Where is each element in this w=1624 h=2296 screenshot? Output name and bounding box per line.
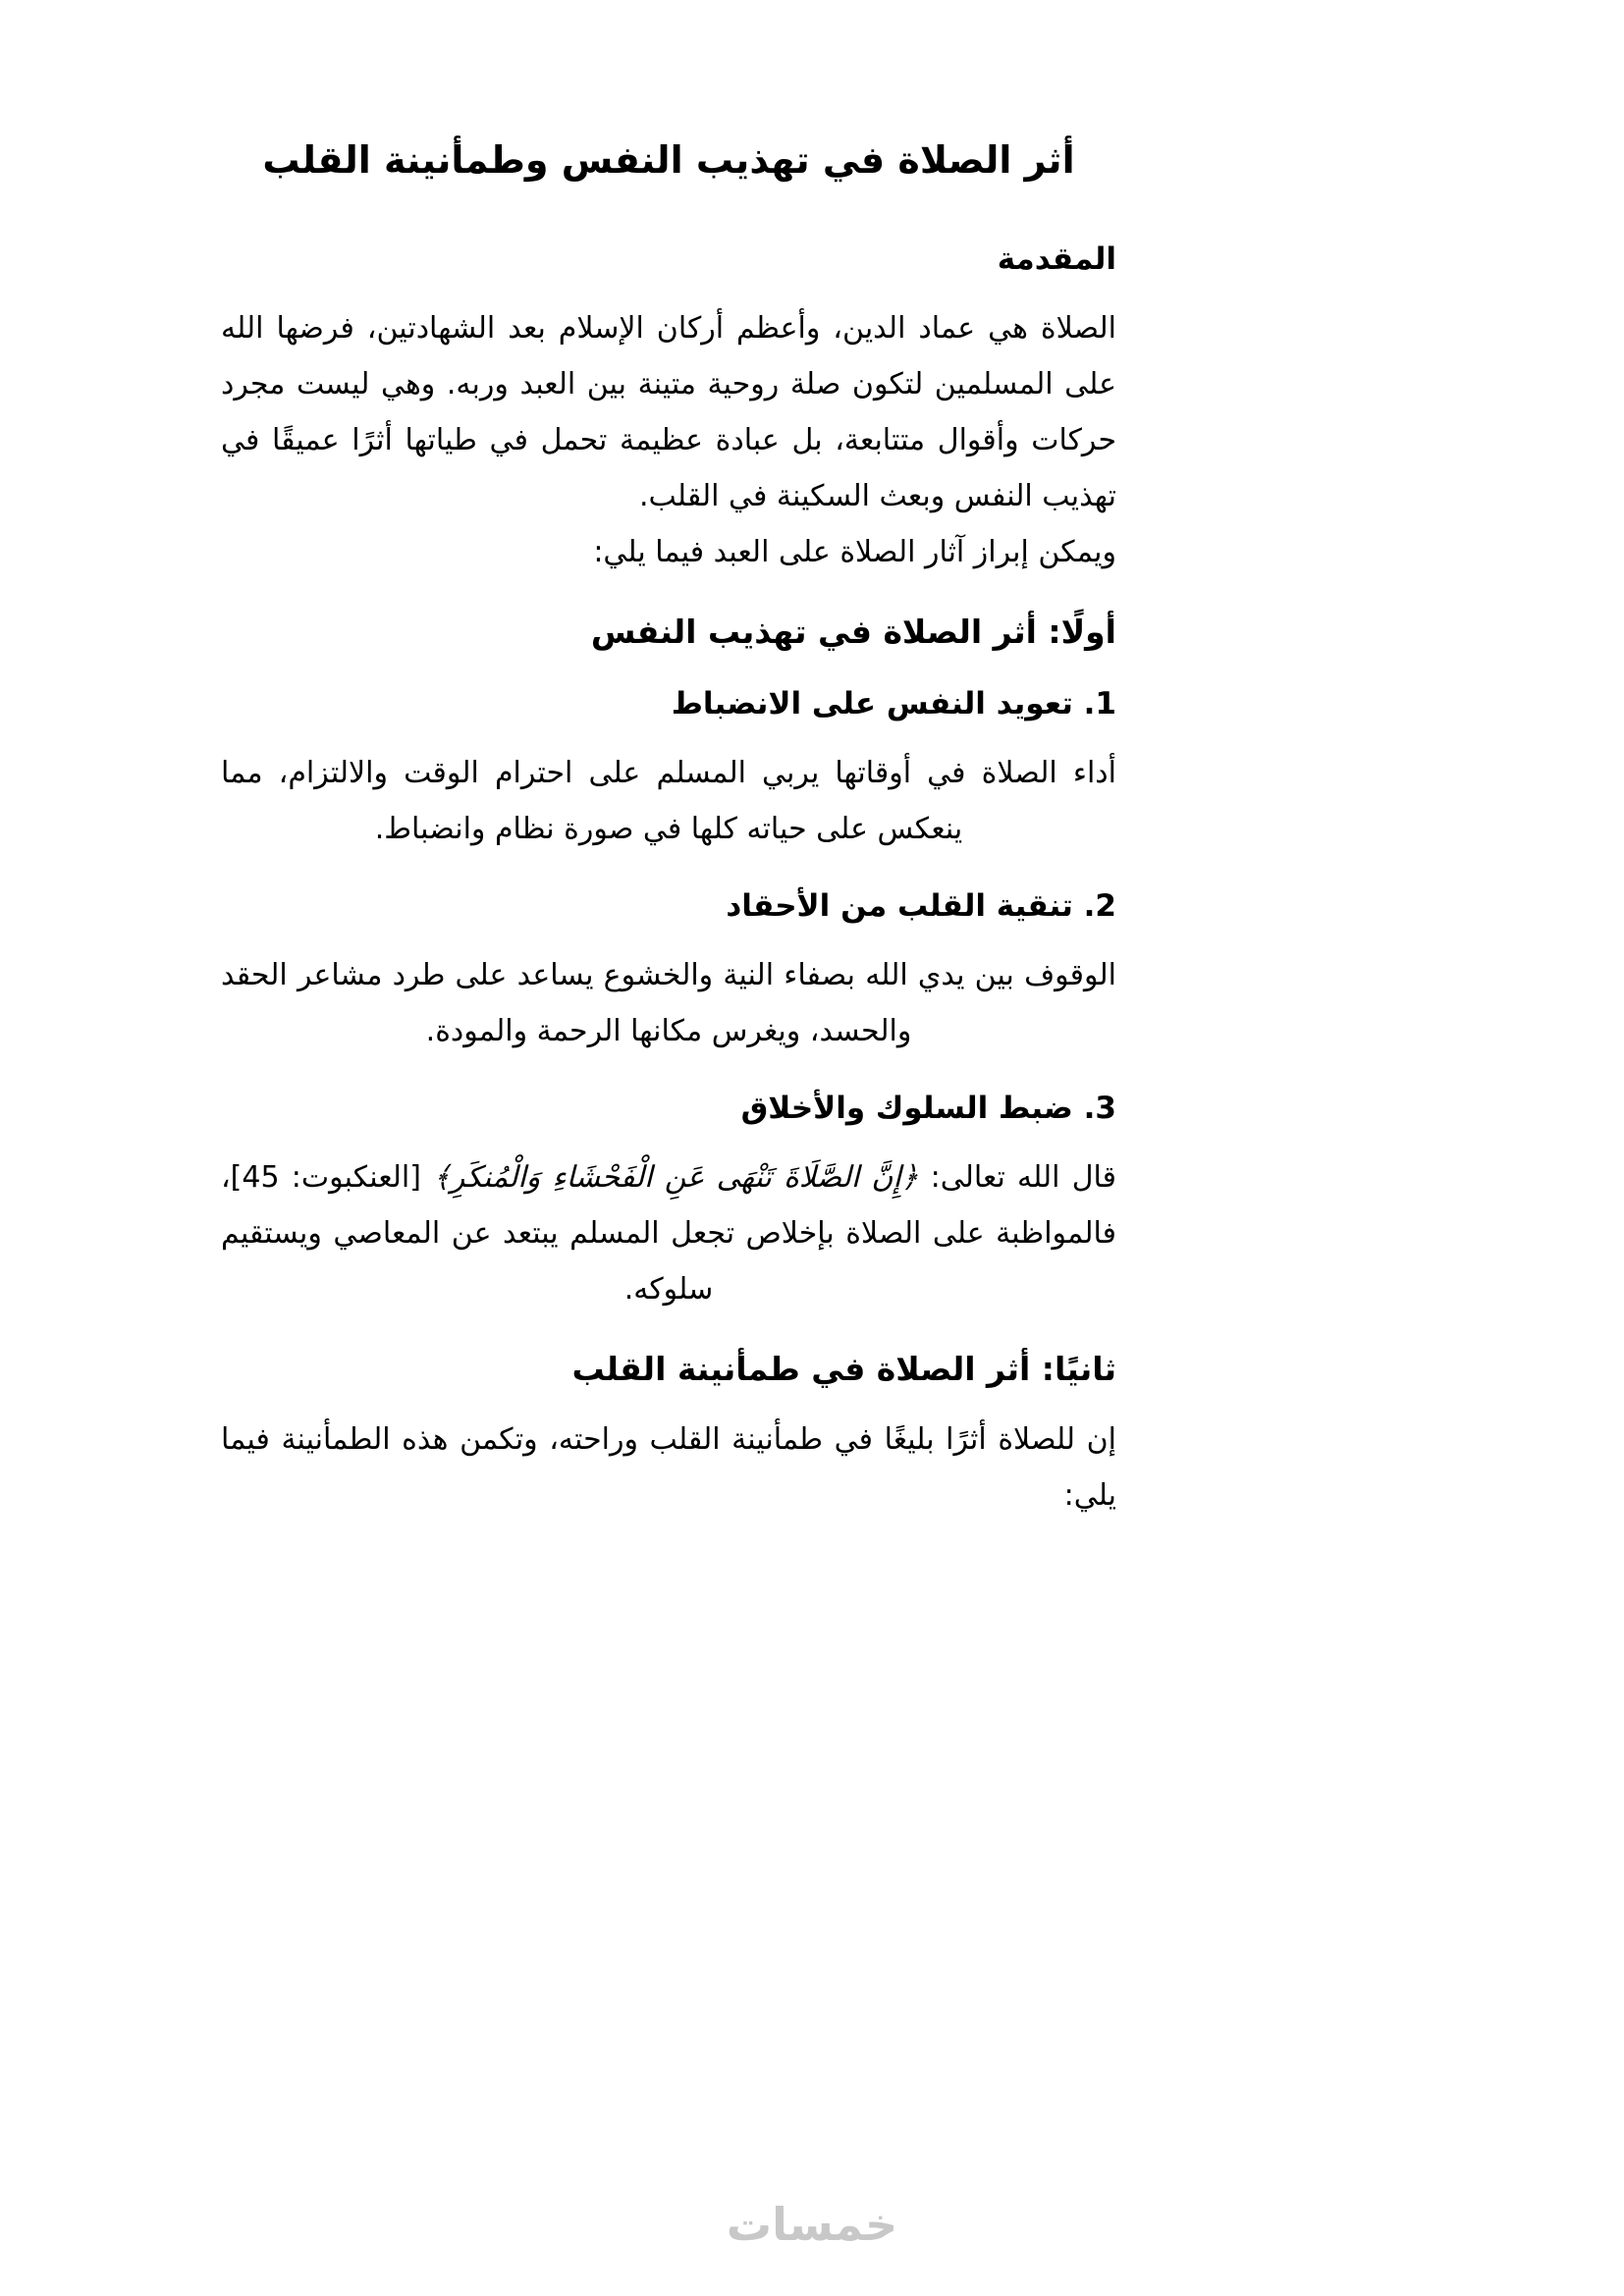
quran-verse: ﴿إِنَّ الصَّلَاةَ تَنْهَى عَنِ الْفَحْشَاءِ وَالْمُنكَرِ﴾ [433, 1160, 919, 1195]
item3-heading: 3. ضبط السلوك والأخلاق [740, 1091, 1116, 1126]
section2-heading: ثانيًا: أثر الصلاة في طمأنينة القلب [571, 1350, 1116, 1388]
section1-heading: أولًا: أثر الصلاة في تهذيب النفس [590, 613, 1116, 651]
intro-lead-line: ويمكن إبراز آثار الصلاة على العبد فيما يلي: [593, 535, 1116, 569]
item1-heading: 1. تعويد النفس على الانضباط [671, 686, 1116, 721]
intro-heading: المقدمة [997, 241, 1116, 277]
section2-paragraph: إن للصلاة أثرًا بليغًا في طمأنينة القلب وراحته، وتكمن هذه الطمأنينة فيما يلي: [221, 1422, 1116, 1513]
item1-body: أداء الصلاة في أوقاتها يربي المسلم على احترام الوقت والالتزام، مما ينعكس على حياته كلها في صورة نظام وانضباط. [221, 756, 1116, 846]
document-content [221, 0, 1116, 1523]
document-title: أثر الصلاة في تهذيب النفس وطمأنينة القلب [262, 138, 1075, 182]
item2-body: الوقوف بين يدي الله بصفاء النية والخشوع يساعد على طرد مشاعر الحقد والحسد، ويغرس مكانها الرحمة والمودة. [221, 958, 1116, 1048]
verse-intro-text: قال الله تعالى: [918, 1160, 1117, 1195]
verse-reference-text: [العنكبوت: 45]، فالمواظبة على الصلاة بإخلاص تجعل المسلم يبتعد عن المعاصي ويستقيم سلوكه. [221, 1160, 1116, 1307]
khamsat-watermark: خمسات [726, 2198, 898, 2251]
item3-body [221, 1149, 1116, 1317]
intro-paragraph: الصلاة هي عماد الدين، وأعظم أركان الإسلام بعد الشهادتين، فرضها الله على المسلمين لتكون صلة روحية متينة بين العبد وربه. وهي ليست مجرد حركات وأقوال متتابعة، بل عبادة عظيمة تحمل في طياتها أثرًا عميقًا في تهذيب النفس وبعث السكينة في القلب. [221, 311, 1116, 513]
item2-heading: 2. تنقية القلب من الأحقاد [726, 888, 1116, 924]
